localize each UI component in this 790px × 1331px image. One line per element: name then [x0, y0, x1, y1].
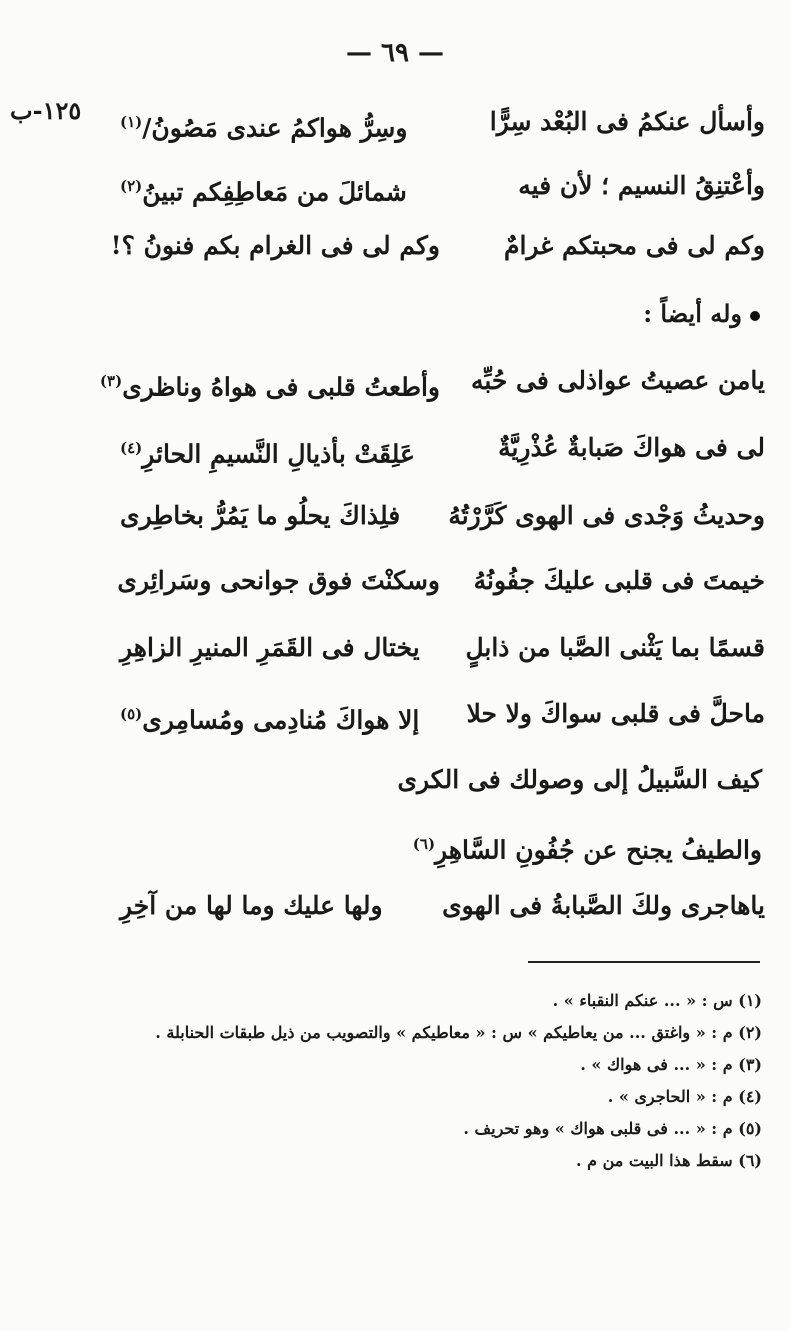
single-verse-line: والطيفُ يجنح عن جُفُونِ السَّاهِرِ$^{(٦)}$ [412, 835, 762, 865]
verse-second-hemistich: إلا هواكَ مُنادِمى ومُسامِرى$^{(٥)}$ [120, 705, 420, 735]
footnote-marker: (١) [120, 113, 143, 131]
verse-second-hemistich: فلِذاكَ يحلُو ما يَمُرُّ بخاطِرى [120, 501, 401, 530]
verse-line [117, 555, 765, 607]
verse-second-hemistich: ولها عليك وما لها من آخِرِ [120, 891, 383, 920]
verse-first-hemistich: وأسأل عنكمُ فى البُعْد سِرًّا [489, 107, 765, 136]
manuscript-folio-reference: ١٢٥-ب [10, 96, 82, 125]
verse-line [99, 355, 765, 407]
verse-first-hemistich: ماحلَّ فى قلبى سواكَ ولا حلا [466, 699, 765, 728]
verse-first-hemistich: يامن عصيتُ عواذلى فى حُبِّه [470, 366, 765, 395]
verse-line [120, 96, 765, 148]
page-number: — ٦٩ — [345, 38, 445, 68]
verse-line [120, 688, 765, 740]
footnotes [72, 985, 762, 1177]
footnote-marker: (٣) [99, 372, 123, 390]
verse-first-hemistich: خيمتَ فى قلبى عليكَ جفُونُهُ [473, 566, 765, 595]
verse-second-hemistich: يختال فى القَمَرِ المنيرِ الزاهِرِ [120, 633, 420, 662]
single-verse-line: كيف السَّبيلُ إلى وصولك فى الكرى [397, 765, 762, 794]
footnote: (١) س : « ... عنكم النقباء » . [552, 991, 762, 1010]
verse-second-hemistich: شمائلَ من مَعاطِفِكم تبينُ$^{(٢)}$ [120, 177, 407, 207]
verse-line [120, 422, 765, 474]
verse-line [120, 622, 765, 674]
footnote-divider [528, 961, 760, 963]
verse-second-hemistich: وأطعتُ قلبى فى هواهُ وناظرى$^{(٣)}$ [99, 372, 440, 402]
footnote: (٦) سقط هذا البيت من م . [575, 1151, 762, 1170]
verse-line [120, 160, 765, 212]
poem-intro: وله أيضاً : [643, 290, 760, 338]
verse-first-hemistich: وأعْتنِقُ النسيم ؛ لأن فيه [518, 171, 765, 200]
footnote: (٤) م : « الحاجرى » . [607, 1087, 762, 1106]
footnote: (٥) م : « ... فى قلبى هواك » وهو تحريف . [463, 1119, 762, 1138]
footnote-marker: (٤) [120, 439, 143, 457]
verse-second-hemistich: عَلِقَتْ بأذيالِ النَّسيمِ الحائرِ$^{(٤)}$ [120, 439, 415, 469]
verse-line [120, 880, 765, 932]
verse-first-hemistich: وكم لى فى محبتكم غرامٌ [503, 231, 765, 260]
verse-second-hemistich: وسِرُّ هواكمُ عندى مَصُونُ/$^{(١)}$ [120, 113, 408, 143]
verse-first-hemistich: وحديثُ وَجْدى فى الهوى كَرَّرْتُهُ [448, 501, 765, 530]
verse-second-hemistich: وسكنْتَ فوق جوانحى وسَرائِرى [117, 566, 440, 595]
footnote-marker: (٥) [120, 705, 143, 723]
footnote: (٢) م : « واغتق ... من يعاطيكم » س : « معاطيكم » والتصويب من ذيل طبقات الحنابلة . [155, 1023, 762, 1042]
footnote-marker: (٢) [120, 177, 143, 195]
verse-first-hemistich: لى فى هواكَ صَبابةٌ عُذْرِيَّةٌ [498, 433, 765, 462]
verse-line [120, 490, 765, 542]
footnote-marker: (٦) [412, 835, 436, 853]
verse-first-hemistich: ياهاجرى ولكَ الصَّبابةُ فى الهوى [442, 891, 765, 920]
bullet-icon [750, 311, 760, 321]
verse-second-hemistich: وكم لى فى الغرام بكم فنونُ ؟! [110, 231, 440, 260]
verse-line [110, 220, 765, 272]
verse-first-hemistich: قسمًا بما يَثْنى الصَّبا من ذابلٍ [465, 633, 765, 662]
footnote: (٣) م : « ... فى هواك » . [580, 1055, 762, 1074]
